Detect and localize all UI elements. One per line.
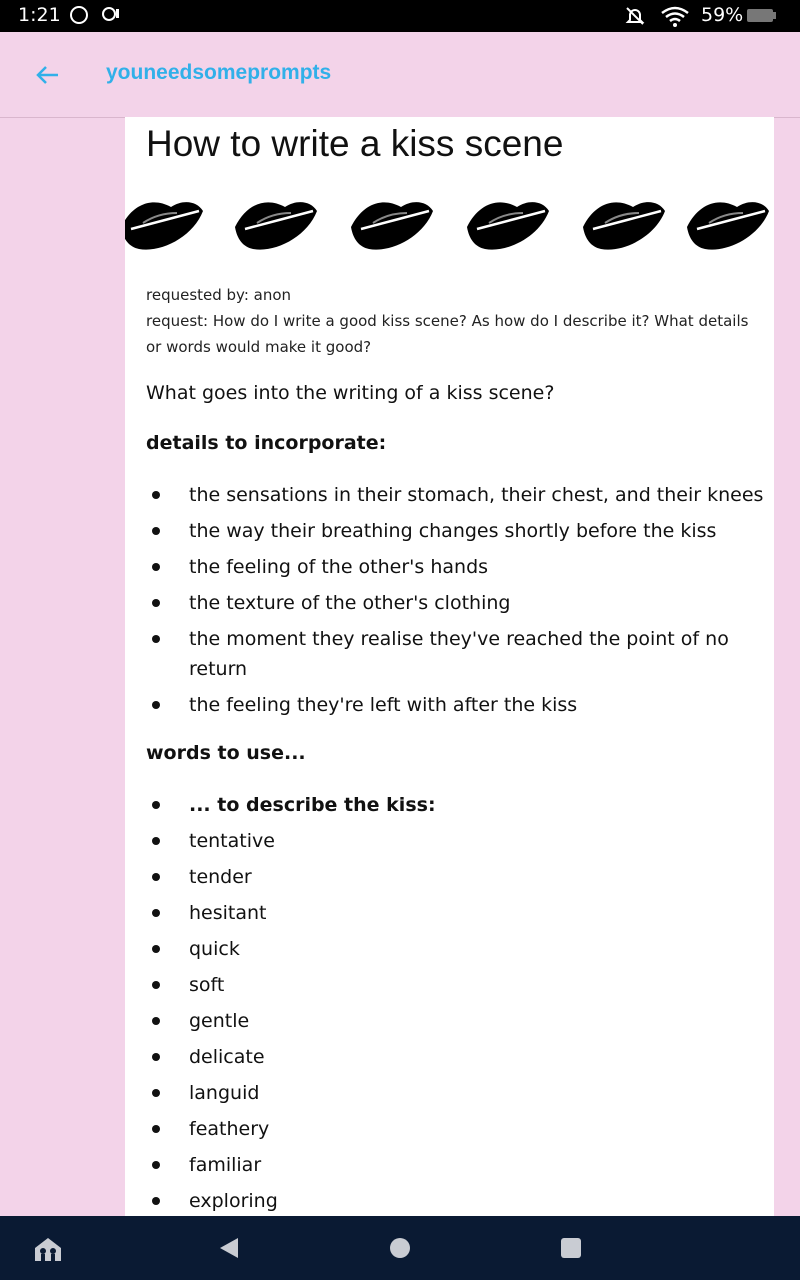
lips-icon (467, 202, 549, 250)
lips-icon (125, 202, 203, 250)
do-not-disturb-icon (624, 5, 646, 27)
list-item: the feeling they're left with after the kiss (125, 690, 774, 720)
list-item: the texture of the other's clothing (125, 588, 774, 618)
list-item: quick (125, 934, 774, 964)
list-item: delicate (125, 1042, 774, 1072)
post-card (125, 117, 774, 1216)
request-line-1: request: How do I write a good kiss scene? As how do I describe it? What details (146, 312, 749, 330)
list-item: the way their breathing changes shortly before the kiss (125, 516, 774, 546)
list-item: gentle (125, 1006, 774, 1036)
details-list (125, 480, 774, 720)
battery-nub (773, 12, 776, 19)
details-heading: details to incorporate: (146, 432, 387, 454)
lips-icon (687, 202, 769, 250)
list-item: the feeling of the other's hands (125, 552, 774, 582)
recents-icon[interactable] (561, 1238, 581, 1258)
list-item: the moment they realise they've reached the point of no (125, 624, 774, 654)
storage-icon (70, 6, 88, 24)
blog-name-link[interactable]: youneedsomeprompts (106, 61, 332, 84)
app-header (0, 32, 800, 118)
status-time: 1:21 (18, 4, 61, 26)
list-item: hesitant (125, 898, 774, 928)
words-list (125, 790, 774, 1216)
intro-text: What goes into the writing of a kiss scene? (146, 382, 555, 404)
words-heading: words to use... (146, 742, 306, 764)
list-item-continuation: return (189, 658, 248, 680)
request-line-2: or words would make it good? (146, 338, 372, 356)
list-item: languid (125, 1078, 774, 1108)
post-title: How to write a kiss scene (146, 123, 564, 164)
list-item: feathery (125, 1114, 774, 1144)
list-item: exploring (125, 1186, 774, 1216)
requested-by: requested by: anon (146, 286, 292, 304)
wifi-icon (660, 5, 690, 27)
battery-percent: 59% (701, 4, 744, 26)
alert-dot-icon (116, 9, 119, 18)
lips-icon (351, 202, 433, 250)
list-item: tentative (125, 826, 774, 856)
home-icon[interactable] (33, 1236, 63, 1262)
battery-icon (747, 9, 773, 22)
lips-icon (583, 202, 665, 250)
list-item: soft (125, 970, 774, 1000)
list-item-subheading: ... to describe the kiss: (125, 790, 774, 820)
list-item: tender (125, 862, 774, 892)
list-item: familiar (125, 1150, 774, 1180)
status-bar (0, 0, 800, 32)
list-item: the sensations in their stomach, their chest, and their knees (125, 480, 774, 510)
system-nav-bar (0, 1216, 800, 1280)
sync-icon (102, 7, 116, 21)
back-icon[interactable] (218, 1236, 240, 1260)
lips-icon (235, 202, 317, 250)
home-circle-icon[interactable] (390, 1238, 410, 1258)
back-arrow-icon[interactable] (32, 60, 62, 90)
lips-banner-image (125, 187, 774, 259)
